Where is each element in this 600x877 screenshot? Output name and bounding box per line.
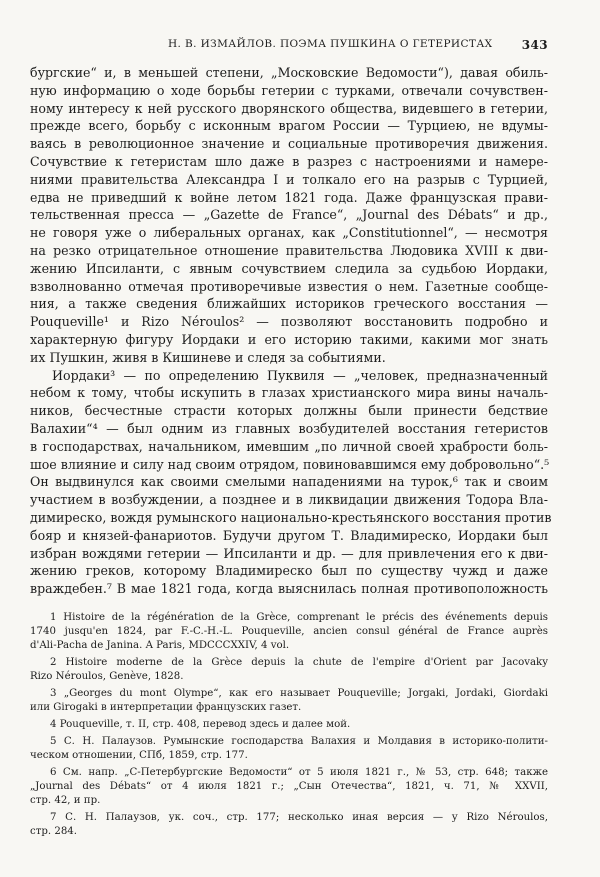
footnote-line: Rizo Néroulos, Genève, 1828. (30, 671, 184, 682)
text-line: шое влияние и силу над своим отрядом, повиновавшимся ему добровольно“.⁵ (30, 456, 550, 472)
text-line: взволнованно отмечая противоречивые известия о нем. Газетные сообще- (30, 278, 548, 294)
footnote-line: 1 Histoire de la régénération de la Grèce, comprenant le précis des événements depuis (50, 612, 548, 623)
text-line: на резко отрицательное отношение правительства Людовика XVIII к дви- (30, 242, 548, 258)
text-line: Сочувствие к гетеристам шло даже в разрез с настроениями и намере- (30, 153, 548, 169)
text-line: ваясь в революционное значение и социальные противоречия движения. (30, 136, 548, 152)
footnote-line: 5 С. Н. Палаузов. Румынские господарства Валахия и Молдавия в историко-полити- (50, 736, 548, 747)
footnote-line: „Journal des Débats“ от 4 июля 1821 г.; „Сын Отечества“, 1821, ч. 71, № XXVII, (30, 781, 548, 792)
text-line: прежде всего, борьбу с исконным врагом России — Турциею, не вдумы- (30, 118, 548, 134)
text-line: в господарствах, начальником, имевшим „по личной своей храбрости боль- (30, 438, 548, 454)
footnote-line: 3 „Georges du mont Olympe“, как его называет Pouqueville; Jorgaki, Jordaki, Giordaki (50, 688, 548, 699)
text-line: жению Ипсиланти, с явным сочувствием следила за судьбою Иордаки, (30, 260, 548, 276)
text-line: Pouqueville¹ и Rizo Néroulos² — позволяют восстановить подробно и (30, 314, 548, 330)
footnote-line: d'Ali-Pacha de Janina. A Paris, MDCCCXXIV, 4 vol. (30, 640, 290, 651)
footnote-4 (30, 718, 548, 732)
main-text (30, 64, 552, 598)
footnote-line: или Girogaki в интерпретации французских газет. (30, 702, 302, 713)
page-number: 343 (521, 38, 548, 52)
text-line: избран вождями гетерии — Ипсиланти и др. — для привлечения его к дви- (30, 545, 548, 561)
text-line: едва не приведший к войне летом 1821 года. Даже французская прави- (30, 189, 548, 205)
footnote-3 (30, 687, 548, 715)
text-line: Иордаки³ — по определению Пуквиля — „человек, предназначенный (52, 367, 548, 383)
footnote-line: 4 Pouqueville, т. II, стр. 408, перевод здесь и далее мой. (50, 719, 351, 730)
footnote-line: стр. 284. (30, 826, 78, 837)
footnote-2 (30, 656, 548, 684)
footnote-line: 7 С. Н. Палаузов, ук. соч., стр. 177; несколько иная версия — у Rizo Néroulos, (50, 812, 548, 823)
text-line: ния, а также сведения ближайших историков греческого восстания — (30, 296, 548, 312)
footnote-line: 6 См. напр. „С-Петербургские Ведомости“ от 5 июля 1821 г., № 53, стр. 648; также (50, 767, 548, 778)
text-line: бояр и князей-фанариотов. Будучи другом Т. Владимиреско, Иордаки был (30, 527, 548, 543)
footnote-1 (30, 611, 548, 653)
running-title: Н. В. ИЗМАЙЛОВ. ПОЭМА ПУШКИНА О ГЕТЕРИСТАХ (168, 38, 493, 50)
footnote-line: 2 Histoire moderne de la Grèce depuis la chute de l'empire d'Orient par Jacovaky (50, 657, 548, 668)
text-line: Он выдвинулся как своими смелыми нападениями на турок,⁶ так и своим (30, 474, 548, 490)
text-line: их Пушкин, живя в Кишиневе и следя за событиями. (30, 349, 386, 365)
text-line: жению греков, которому Владимиреско был по существу чужд и даже (30, 563, 548, 579)
text-line: не говоря уже о либеральных органах, как „Constitutionnel“, — несмотря (30, 225, 548, 241)
text-line: димиреско, вождя румынского национально-крестьянского восстания против (30, 509, 552, 525)
footnote-5 (30, 735, 548, 763)
text-line: враждебен.⁷ В мае 1821 года, когда выяснилась полная противоположность (30, 581, 548, 597)
footnote-line: ческом отношении, СПб, 1859, стр. 177. (30, 750, 248, 761)
text-line: участием в возбуждении, а позднее и в ликвидации движения Тодора Вла- (30, 492, 548, 508)
running-header (168, 38, 548, 50)
footnote-6 (30, 766, 548, 808)
text-line: тельственная пресса — „Gazette de France“, „Journal des Débats“ и др., (30, 207, 548, 223)
footnote-7 (30, 811, 548, 839)
text-line: характерную фигуру Иордаки и его историю такими, какими мог знать (30, 331, 548, 347)
footnote-line: стр. 42, и пр. (30, 795, 101, 806)
text-line: Валахии“⁴ — был одним из главных возбудителей восстания гетеристов (30, 420, 548, 436)
text-line: ному интересу к ней русского дворянского общества, видевшего в гетерии, (30, 100, 548, 116)
footnotes (30, 611, 548, 842)
text-line: небом к тому, чтобы искупить в глазах христианского мира вины началь- (30, 385, 548, 401)
text-line: ниями правительства Александра I и толкало его на разрыв с Турцией, (30, 171, 548, 187)
footnote-line: 1740 jusqu'en 1824, par F.-C.-H.-L. Pouqueville, ancien consul général de France auprès (30, 626, 548, 637)
text-line: бургские“ и, в меньшей степени, „Московские Ведомости“), давая обиль- (30, 65, 548, 80)
text-line: ную информацию о ходе борьбы гетерии с турками, отвечали сочувствен- (30, 82, 548, 98)
text-line: ников, бесчестные страсти которых должны были принести бедствие (30, 403, 548, 419)
